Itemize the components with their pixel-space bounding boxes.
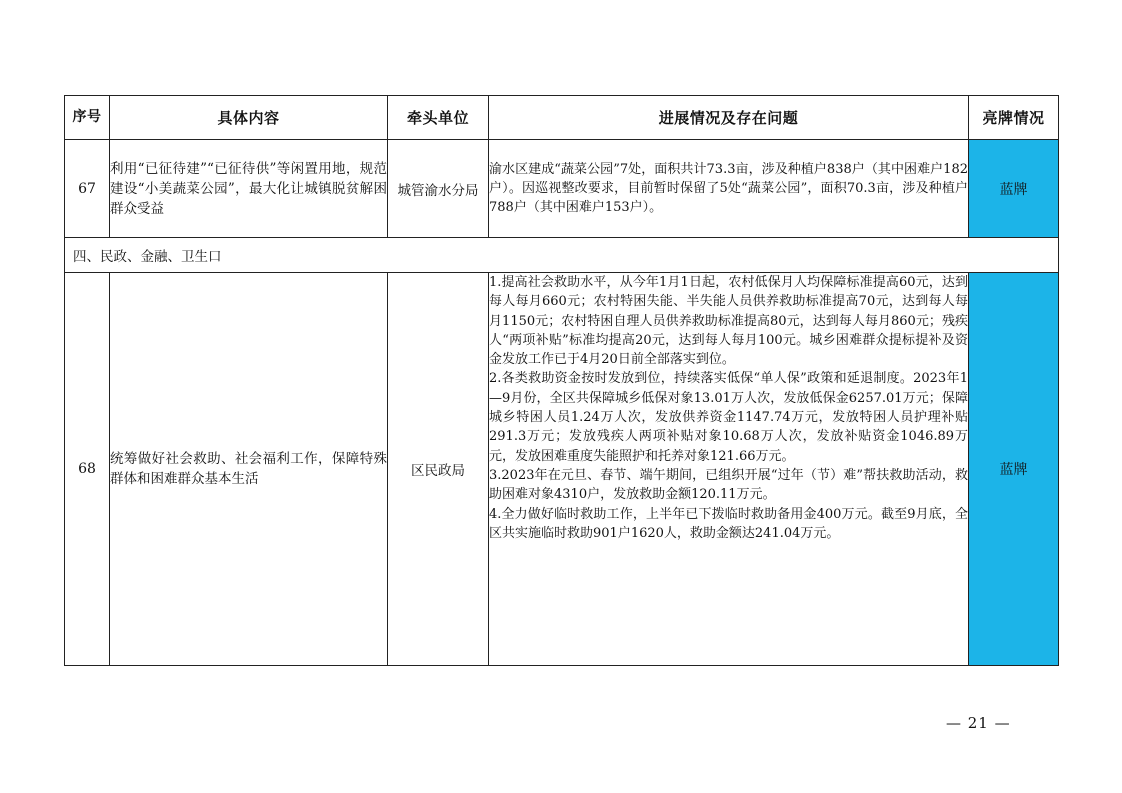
row-seq: 67 — [65, 140, 110, 238]
section-row — [65, 238, 1059, 273]
table-row — [65, 273, 1059, 666]
row-unit: 区民政局 — [388, 273, 489, 666]
progress-table — [64, 95, 1059, 666]
progress-paragraph: 4.全力做好临时救助工作，上半年已下拨临时救助备用金400万元。截至9月底，全区共实施临时救助901户1620人，救助金额达241.04万元。 — [489, 506, 968, 541]
status-badge: 蓝牌 — [969, 273, 1059, 666]
header-status: 亮牌情况 — [969, 96, 1059, 140]
row-content: 利用“已征待建”“已征待供”等闲置用地，规范建设“小美蔬菜公园”，最大化让城镇脱贫解困群众受益 — [110, 140, 388, 238]
header-progress: 进展情况及存在问题 — [489, 96, 969, 140]
header-seq: 序号 — [65, 96, 110, 140]
progress-paragraph: 3.2023年在元旦、春节、端午期间，已组织开展“过年（节）难”帮扶救助活动，救助困难对象4310户，发放救助金额120.11万元。 — [489, 467, 968, 503]
status-badge: 蓝牌 — [969, 140, 1059, 238]
table-row — [65, 140, 1059, 238]
row-unit: 城管渝水分局 — [388, 140, 489, 238]
page-number: — 21 — — [946, 714, 1011, 732]
header-content: 具体内容 — [110, 96, 388, 140]
progress-paragraph: 1.提高社会救助水平，从今年1月1日起，农村低保月人均保障标准提高60元，达到每人每月660元；农村特困失能、半失能人员供养救助标准提高70元，达到每人每月1150元；农村特困自理人员供养救助标准提高80元，达到每人每月860元；残疾人“两项补贴”标准均提高20元，达到每人每月100元。城乡困难群众提标提补及资金发放工作已于4月20日前全部落实到位。 — [489, 275, 968, 368]
section-title: 四、民政、金融、卫生口 — [65, 238, 1059, 273]
row-progress — [489, 140, 969, 238]
header-row — [65, 96, 1059, 140]
progress-paragraph: 2.各类救助资金按时发放到位，持续落实低保“单人保”政策和延退制度。2023年1—9月份，全区共保障城乡低保对象13.01万人次，发放低保金6257.01万元；保障城乡特困人员1.24万人次，发放供养资金1147.74万元，发放特困人员护理补贴291.3万元；发放残疾人两项补贴对象10.68万人次，发放补贴资金1046.89万元，发放困难重度失能照护和托养对象121.66万元。 — [489, 371, 968, 464]
progress-paragraph: 渝水区建成“蔬菜公园”7处，面积共计73.3亩，涉及种植户838户（其中困难户182户）。因巡视整改要求，目前暂时保留了5处“蔬菜公园”，面积70.3亩，涉及种植户788户（其中困难户153户）。 — [489, 161, 968, 216]
row-seq: 68 — [65, 273, 110, 666]
row-content: 统筹做好社会救助、社会福利工作，保障特殊群体和困难群众基本生活 — [110, 273, 388, 666]
header-unit: 牵头单位 — [388, 96, 489, 140]
row-progress — [489, 273, 969, 666]
